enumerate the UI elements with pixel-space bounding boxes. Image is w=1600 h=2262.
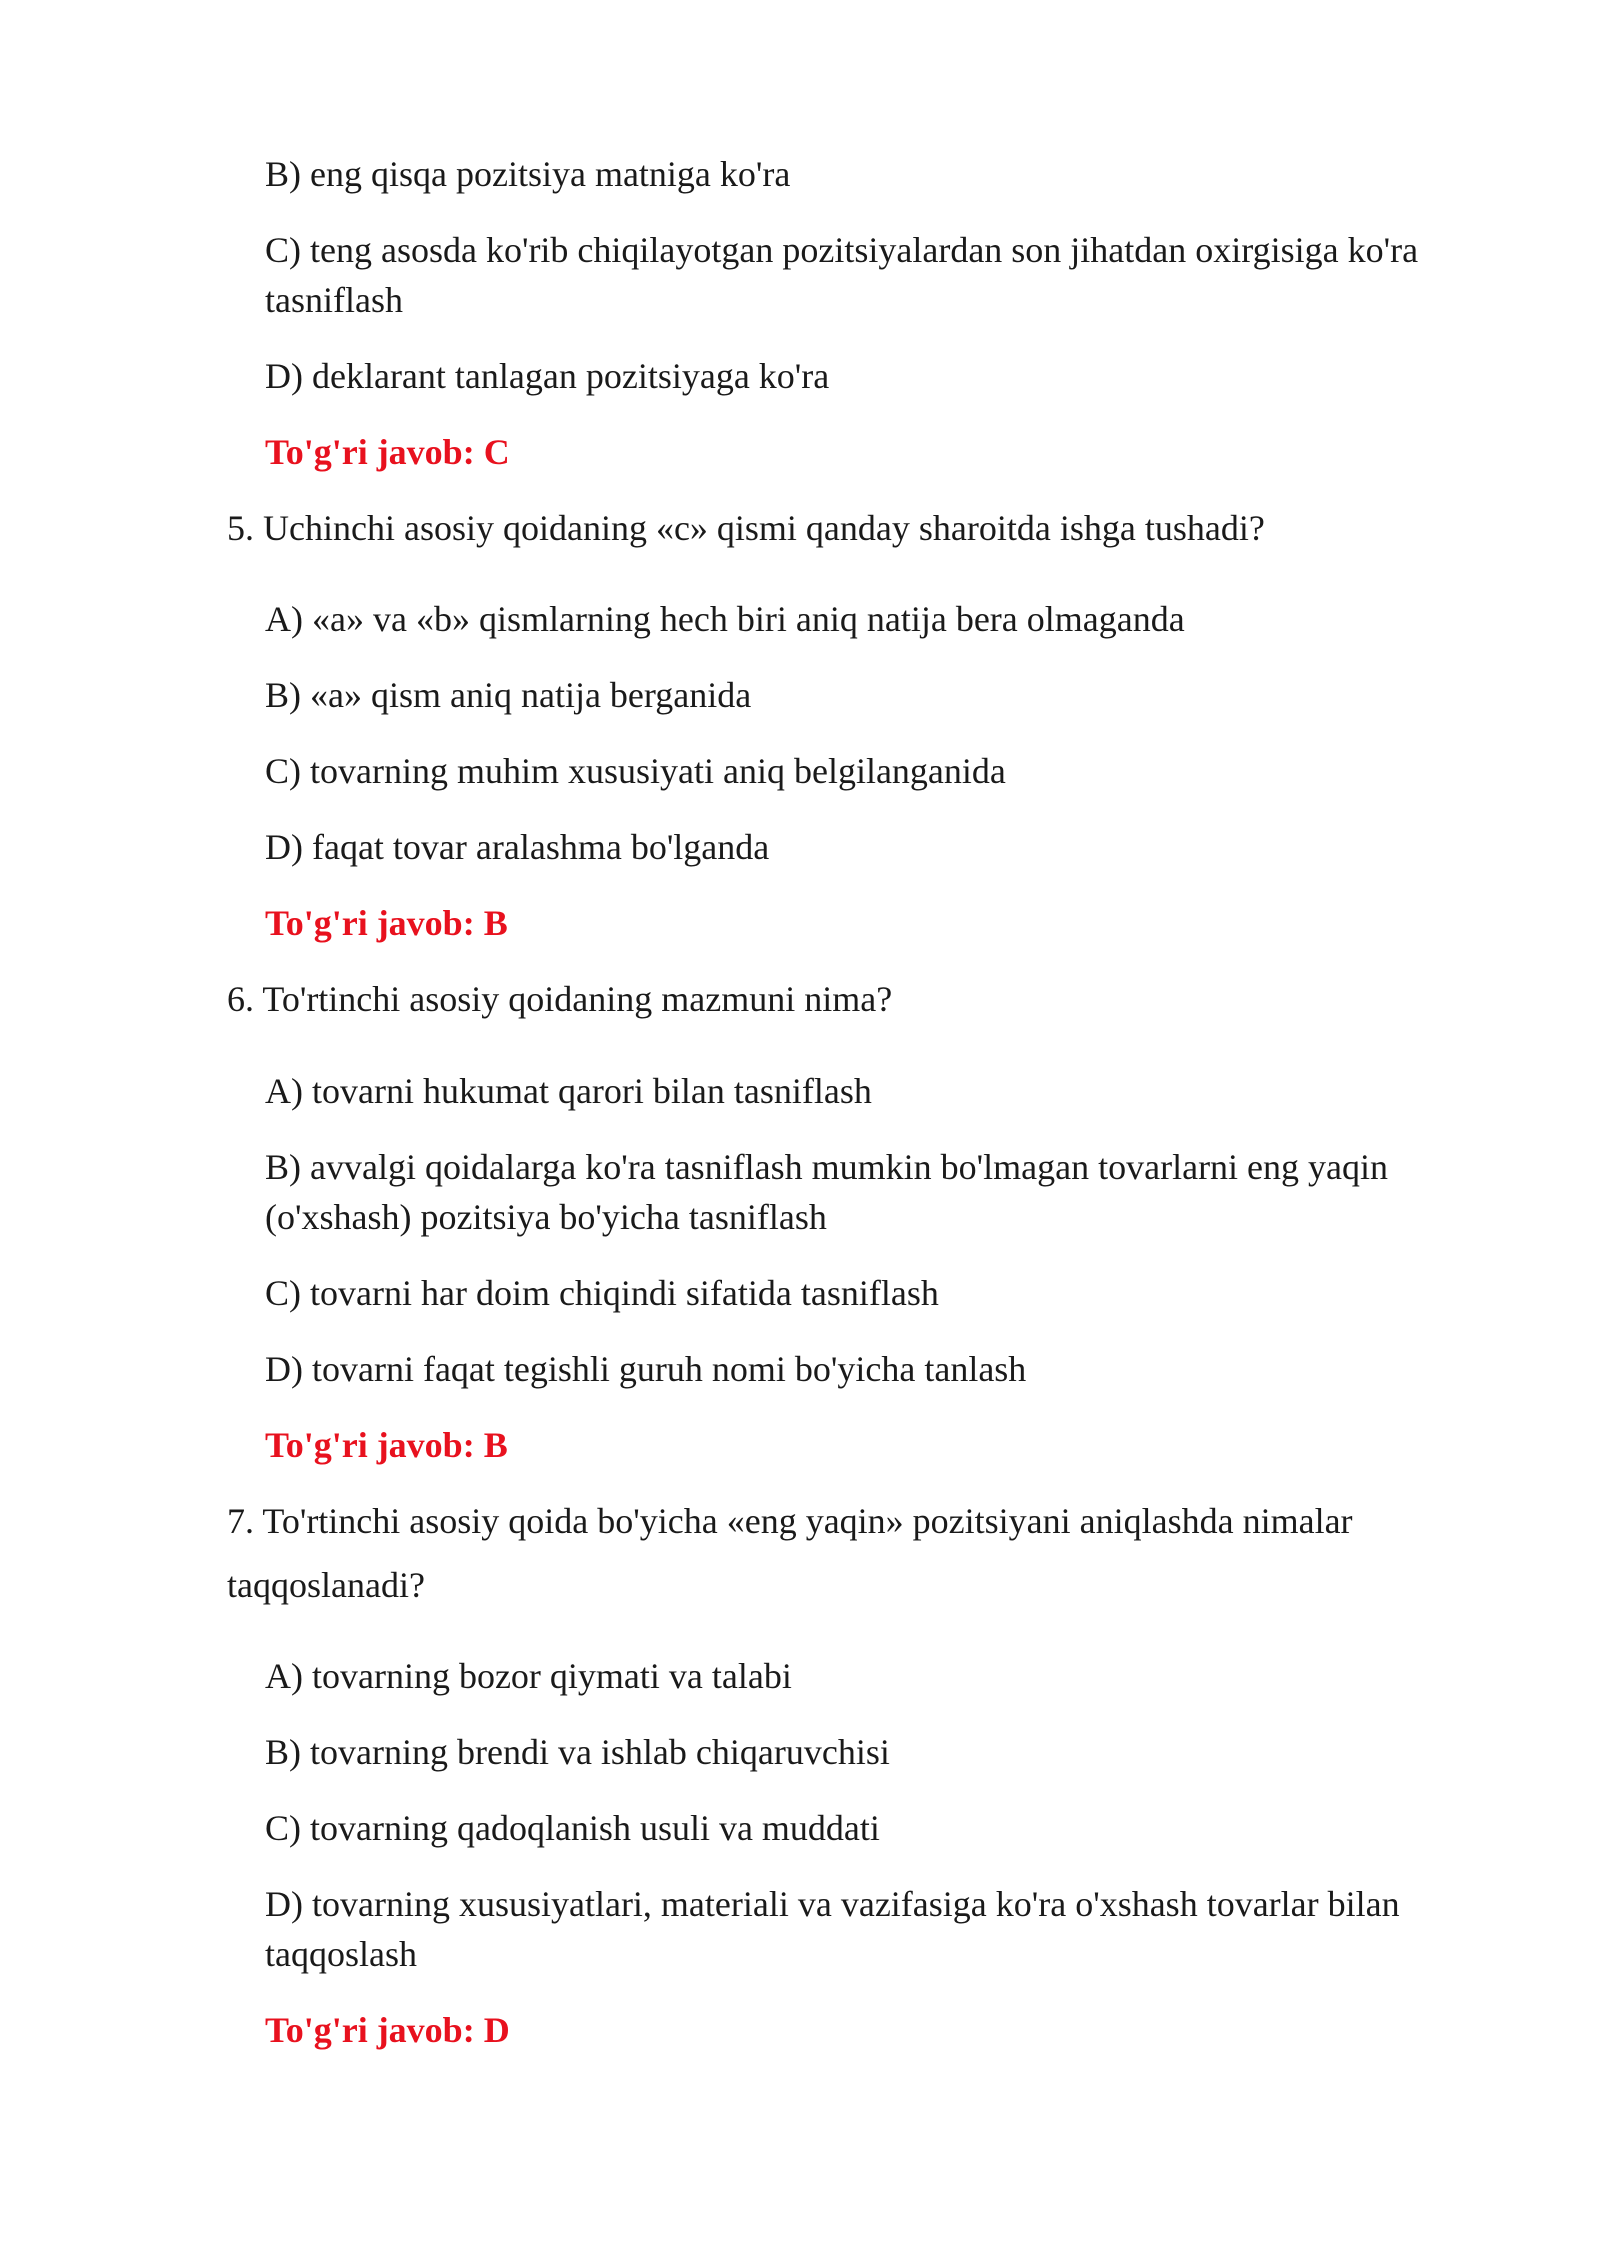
option-6b-line1: B) avvalgi qoidalarga ko'ra tasniflash mumkin bo'lmagan tovarlarni eng yaqin: [265, 1147, 1389, 1187]
question-6: 6. To'rtinchi asosiy qoidaning mazmuni nima?: [227, 979, 893, 1019]
question-5: 5. Uchinchi asosiy qoidaning «c» qismi qanday sharoitda ishga tushadi?: [227, 508, 1265, 548]
correct-answer-4: To'g'ri javob: C: [265, 432, 510, 472]
option-4c-line1: C) teng asosda ko'rib chiqilayotgan pozitsiyalardan son jihatdan oxirgisiga ko'ra: [265, 230, 1419, 270]
option-6b-line2: (o'xshash) pozitsiya bo'yicha tasniflash: [265, 1197, 827, 1237]
option-7d-line2: taqqoslash: [265, 1934, 417, 1974]
option-5d: D) faqat tovar aralashma bo'lganda: [265, 827, 770, 867]
correct-answer-5: To'g'ri javob: B: [265, 903, 508, 943]
option-6c: C) tovarni har doim chiqindi sifatida tasniflash: [265, 1273, 939, 1313]
option-4c-line2: tasniflash: [265, 280, 403, 320]
option-6a: A) tovarni hukumat qarori bilan tasniflash: [265, 1071, 872, 1111]
correct-answer-7: To'g'ri javob: D: [265, 2010, 510, 2050]
option-7b: B) tovarning brendi va ishlab chiqaruvchisi: [265, 1732, 890, 1772]
question-7-line2: taqqoslanadi?: [227, 1565, 425, 1605]
option-4b: B) eng qisqa pozitsiya matniga ko'ra: [265, 154, 791, 194]
option-7a: A) tovarning bozor qiymati va talabi: [265, 1656, 792, 1696]
option-7c: C) tovarning qadoqlanish usuli va muddati: [265, 1808, 880, 1848]
option-5b: B) «a» qism aniq natija berganida: [265, 675, 752, 715]
option-5c: C) tovarning muhim xususiyati aniq belgilanganida: [265, 751, 1006, 791]
option-6d: D) tovarni faqat tegishli guruh nomi bo'yicha tanlash: [265, 1349, 1027, 1389]
option-4d: D) deklarant tanlagan pozitsiyaga ko'ra: [265, 356, 830, 396]
correct-answer-6: To'g'ri javob: B: [265, 1425, 508, 1465]
question-7-line1: 7. To'rtinchi asosiy qoida bo'yicha «eng yaqin» pozitsiyani aniqlashda nimalar: [227, 1501, 1353, 1541]
option-5a: A) «a» va «b» qismlarning hech biri aniq natija bera olmaganda: [265, 599, 1185, 639]
option-7d-line1: D) tovarning xususiyatlari, materiali va vazifasiga ko'ra o'xshash tovarlar bilan: [265, 1884, 1400, 1924]
